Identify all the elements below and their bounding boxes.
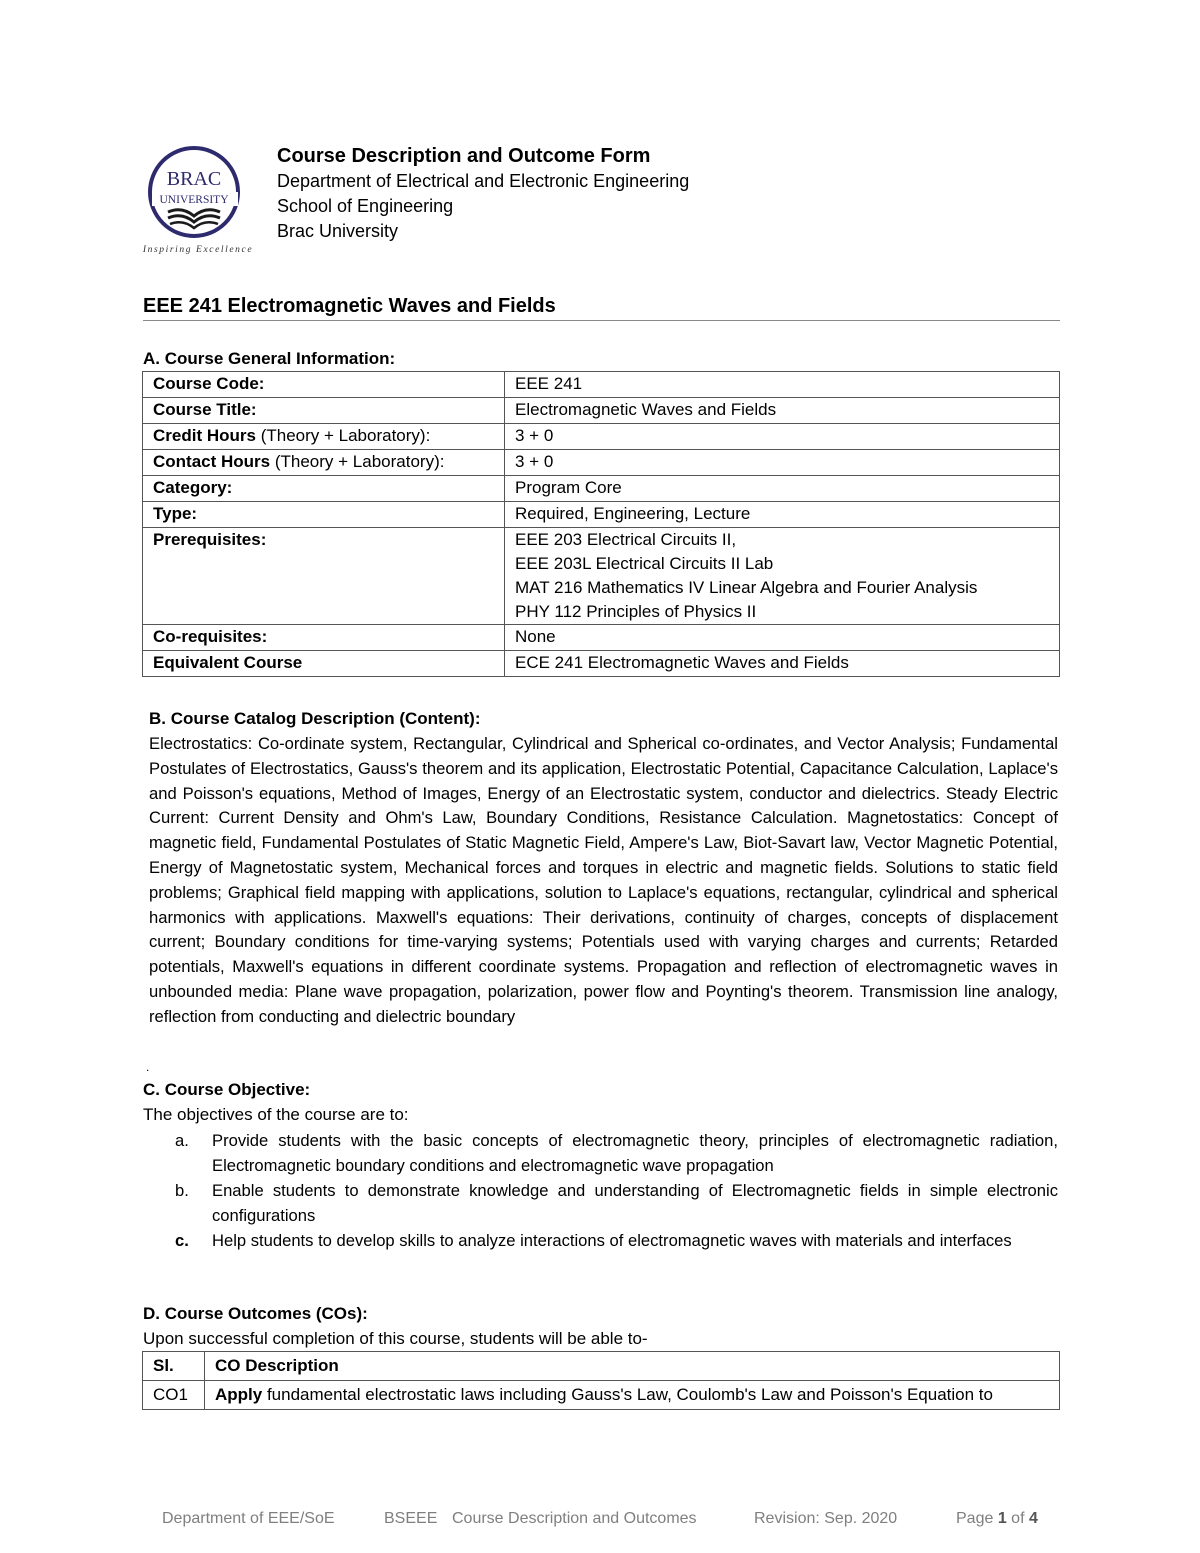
row-value: None [505, 625, 1060, 651]
row-key: Co-requisites: [153, 627, 268, 646]
row-key: Category: [153, 478, 233, 497]
table-row [143, 424, 1060, 450]
row-value: Electromagnetic Waves and Fields [505, 398, 1060, 424]
prerequisite-list [505, 528, 1060, 625]
list-item [170, 1228, 1058, 1253]
objectives-intro: The objectives of the course are to: [143, 1105, 409, 1124]
row-key: Course Code: [153, 374, 265, 393]
row-key: Type: [153, 504, 198, 523]
co-description [205, 1381, 1060, 1410]
university-name: Brac University [277, 221, 399, 241]
row-key: Credit Hours [153, 426, 256, 445]
row-key-extra: (Theory + Laboratory): [270, 452, 445, 471]
footer-department: Department of EEE/SoE [162, 1510, 335, 1527]
row-value: 3 + 0 [505, 450, 1060, 476]
row-key-extra: (Theory + Laboratory): [255, 426, 431, 445]
column-header-sl: Sl. [143, 1352, 205, 1381]
list-marker: c. [175, 1231, 189, 1250]
co-verb: Apply [215, 1385, 263, 1404]
course-outcomes-table [142, 1351, 1060, 1410]
list-item [170, 1178, 1058, 1228]
row-value: 3 + 0 [505, 424, 1060, 450]
section-c-title: C. Course Objective: [143, 1080, 311, 1099]
row-value: Required, Engineering, Lecture [505, 502, 1060, 528]
outcomes-intro: Upon successful completion of this course, students will be able to- [143, 1329, 648, 1348]
brac-university-logo [138, 140, 262, 260]
footer-page-number: Page 1 of 4 [956, 1510, 1038, 1527]
footer-doc-title: Course Description and Outcomes [452, 1510, 697, 1527]
svg-text:BRAC: BRAC [166, 168, 222, 190]
co-id: CO1 [143, 1381, 205, 1410]
form-header [277, 143, 689, 244]
row-value: Program Core [505, 476, 1060, 502]
footer-revision: Revision: Sep. 2020 [754, 1510, 898, 1527]
heading-divider [143, 320, 1060, 321]
table-row [143, 476, 1060, 502]
prerequisite-item: MAT 216 Mathematics IV Linear Algebra and Fourier Analysis [515, 578, 978, 597]
row-key: Course Title: [153, 400, 257, 419]
column-header-description: CO Description [205, 1352, 1060, 1381]
objective-text: Enable students to demonstrate knowledge and understanding of Electromagnetic fields in simple electronic configurations [212, 1181, 1058, 1225]
svg-text:UNIVERSITY: UNIVERSITY [159, 194, 229, 206]
table-row [143, 450, 1060, 476]
row-key: Equivalent Course [153, 653, 303, 672]
table-row [143, 398, 1060, 424]
prerequisite-item: PHY 112 Principles of Physics II [515, 602, 757, 621]
table-row [143, 372, 1060, 398]
catalog-description: Electrostatics: Co-ordinate system, Rectangular, Cylindrical and Spherical co-ordinates, and Vector Analysis; Fundamental Postulates of Electrostatics, Gauss's theorem and its application, Electrostatic Potential, Capacitance Calculation, Laplace's and Poisson's equations, Method of Images, Energy of an Electrostatic system, conductor and dielectrics. Steady Electric Current: Current Density and Ohm's Law, Boundary Conditions, Resistance Calculation. Magnetostatics: Concept of magnetic field, Fundamental Postulates of Static Magnetic Field, Ampere's Law, Biot-Savart law, Vector Magnetic Potential, Energy of Magnetostatic system, Mechanical forces and torques in electric and magnetic fields. Solutions to static field problems; Graphical field mapping with applications, solution to Laplace's equations, rectangular, cylindrical and spherical harmonics with applications. Maxwell's equations: Their derivations, continuity of charges, concepts of displacement current; Boundary conditions for time-varying systems; Potentials used with varying charges and currents; Retarded potentials, Maxwell's equations in different coordinate systems. Propagation and reflection of electromagnetic waves in unbounded media: Plane wave propagation, polarization, power flow and Poynting's theorem. Transmission line analogy, reflection from conducting and dielectric boundary [149, 734, 1058, 1026]
prerequisite-item: EEE 203 Electrical Circuits II, [515, 530, 737, 549]
table-row-prerequisites [143, 528, 1060, 625]
footer-program: BSEEE [384, 1510, 438, 1527]
row-key: Prerequisites: [153, 530, 267, 549]
list-marker: b. [175, 1181, 189, 1200]
list-item [170, 1128, 1058, 1178]
row-key: Contact Hours [153, 452, 271, 471]
svg-text:Inspiring Excellence: Inspiring Excellence [142, 245, 254, 255]
table-row [143, 502, 1060, 528]
table-row [143, 625, 1060, 651]
section-a-title: A. Course General Information: [143, 349, 396, 368]
objectives-list [170, 1128, 1058, 1253]
trailing-dot: . [146, 1060, 150, 1074]
section-b-title: B. Course Catalog Description (Content): [149, 709, 481, 728]
row-value: ECE 241 Electromagnetic Waves and Fields [505, 651, 1060, 677]
table-row [143, 1381, 1060, 1410]
course-heading: EEE 241 Electromagnetic Waves and Fields [143, 295, 556, 317]
department-name: Department of Electrical and Electronic Engineering [277, 171, 690, 191]
form-title: Course Description and Outcome Form [277, 145, 651, 167]
objective-text: Help students to develop skills to analyze interactions of electromagnetic waves with materials and interfaces [212, 1231, 1012, 1250]
co-text: fundamental electrostatic laws including Gauss's Law, Coulomb's Law and Poisson's Equation to [262, 1385, 993, 1404]
school-name: School of Engineering [277, 196, 454, 216]
row-value: EEE 241 [505, 372, 1060, 398]
course-info-table [142, 371, 1060, 677]
objective-text: Provide students with the basic concepts of electromagnetic theory, principles of electromagnetic radiation, Electromagnetic boundary conditions and electromagnetic wave propagation [212, 1131, 1058, 1175]
table-header-row [143, 1352, 1060, 1381]
prerequisite-item: EEE 203L Electrical Circuits II Lab [515, 554, 774, 573]
section-d-title: D. Course Outcomes (COs): [143, 1304, 368, 1323]
table-row [143, 651, 1060, 677]
list-marker: a. [175, 1131, 189, 1150]
